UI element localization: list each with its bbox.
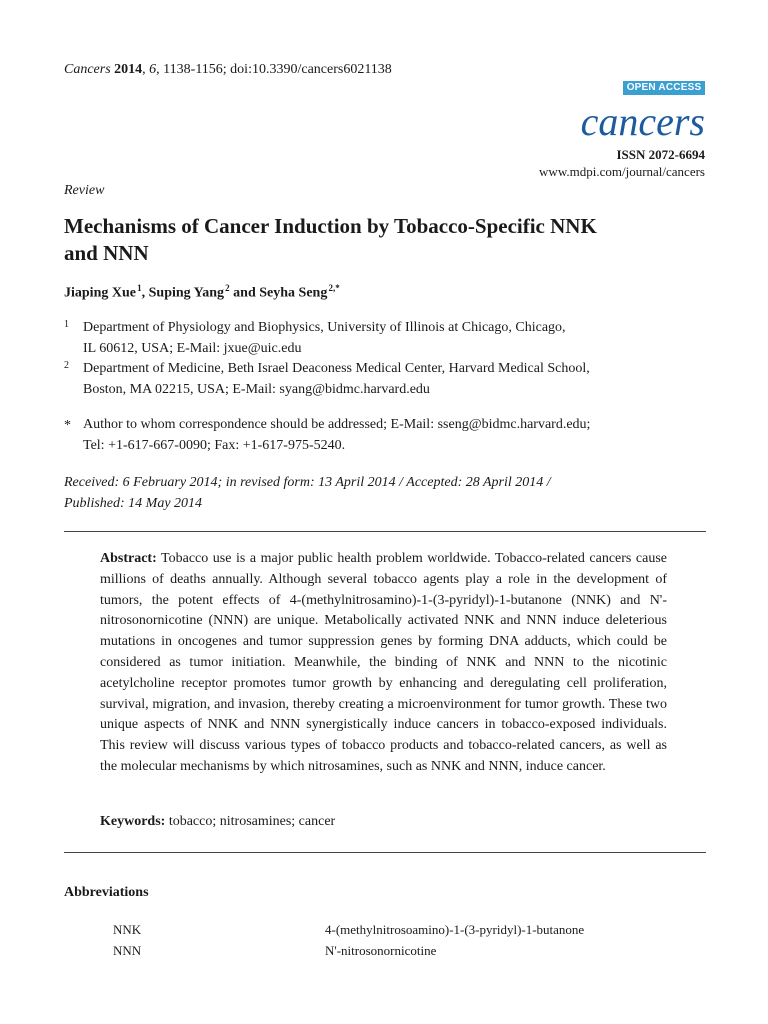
- affiliation-text: Department of Physiology and Biophysics, University of Illinois at Chicago, Chicago, IL 60612, USA; E-Mail: jxue@uic.edu: [83, 320, 566, 356]
- affiliation-mark: 1: [64, 319, 69, 330]
- keywords-label: Keywords:: [100, 814, 166, 829]
- author-name: Suping Yang: [148, 285, 224, 301]
- journal-url[interactable]: www.mdpi.com/journal/cancers: [539, 164, 705, 179]
- affiliation-text: Department of Medicine, Beth Israel Deaconess Medical Center, Harvard Medical School, Boston, MA 02215, USA; E-Mail: syang@bidmc.harvard.edu: [83, 361, 590, 397]
- abbreviations-heading: Abbreviations: [64, 885, 149, 900]
- abbreviation-row: [113, 943, 437, 959]
- open-access-badge: OPEN ACCESS: [623, 81, 705, 95]
- author-list: Jiaping Xue $^1$, Suping Yang $^2$ and Seyha Seng $^{2,*}$: [64, 283, 340, 301]
- keywords: [100, 814, 335, 830]
- abbreviation-row: [113, 922, 585, 938]
- correspondence-mark: *: [64, 418, 71, 433]
- abstract-text: Tobacco use is a major public health problem worldwide. Tobacco-related cancers cause millions of deaths annually. Although several tobacco agents play a role in the development of tumors, the potent effects of 4-(methylnitrosamino)-1-(3-pyridyl)-1-butanone (NNK) and N'-nitrosonornicotine (NNN) are unique. Metabolically activated NNK and NNN induce deleterious mutations in oncogenes and tumor suppression genes by forming DNA adducts, which could be considered as tumor initiation. Meanwhile, the binding of NNK and NNN to the nicotinic acetylcholine receptor promotes tumor growth by enhancing and deregulating cell proliferation, survival, migration, and invasion, thereby creating a microenvironment for tumor growth. These two unique aspects of NNK and NNN synergistically induce cancers in tobacco-exposed individuals. This review will discuss various types of tobacco products and tobacco-related cancers, as well as the molecular mechanisms by which nitrosamines, such as NNK and NNN, induce cancer.: [100, 551, 667, 774]
- citation-rest: , 1138-1156; doi:10.3390/cancers6021138: [156, 62, 392, 77]
- abstract: [100, 549, 667, 778]
- citation-journal: Cancers: [64, 62, 111, 77]
- citation-line: Cancers 2014, 6, 1138-1156; doi:10.3390/cancers6021138: [64, 62, 392, 77]
- citation-volume: 6: [149, 62, 157, 77]
- abbreviation-definition: N'-nitrosonornicotine: [325, 943, 437, 958]
- abbreviation: NNN: [113, 943, 142, 958]
- journal-logo: cancers: [580, 99, 705, 144]
- divider: [64, 531, 706, 532]
- citation-year: 2014: [114, 62, 143, 77]
- article-title: Mechanisms of Cancer Induction by Tobacco-Specific NNK and NNN: [64, 214, 597, 265]
- author-affiliation-mark: 2,*: [328, 283, 340, 293]
- author-affiliation-mark: 2: [225, 283, 230, 293]
- article-type: Review: [64, 183, 105, 198]
- author-name: Seyha Seng: [259, 285, 328, 301]
- abbreviation-definition: 4-(methylnitrosoamino)-1-(3-pyridyl)-1-butanone: [325, 922, 585, 937]
- correspondence-text: Author to whom correspondence should be addressed; E-Mail: sseng@bidmc.harvard.edu; Tel: +1-617-667-0090; Fax: +1-617-975-5240.: [83, 417, 591, 453]
- article-dates: Received: 6 February 2014; in revised form: 13 April 2014 / Accepted: 28 April 2014 / Published: 14 May 2014: [64, 475, 551, 511]
- keywords-text: tobacco; nitrosamines; cancer: [168, 814, 336, 829]
- abbreviation: NNK: [113, 922, 142, 937]
- divider: [64, 852, 706, 853]
- abstract-label: Abstract:: [100, 551, 157, 566]
- affiliation-mark: 2: [64, 360, 69, 371]
- issn: ISSN 2072-6694: [616, 147, 705, 162]
- author-name: Jiaping Xue: [64, 285, 136, 301]
- author-affiliation-mark: 1: [137, 283, 142, 293]
